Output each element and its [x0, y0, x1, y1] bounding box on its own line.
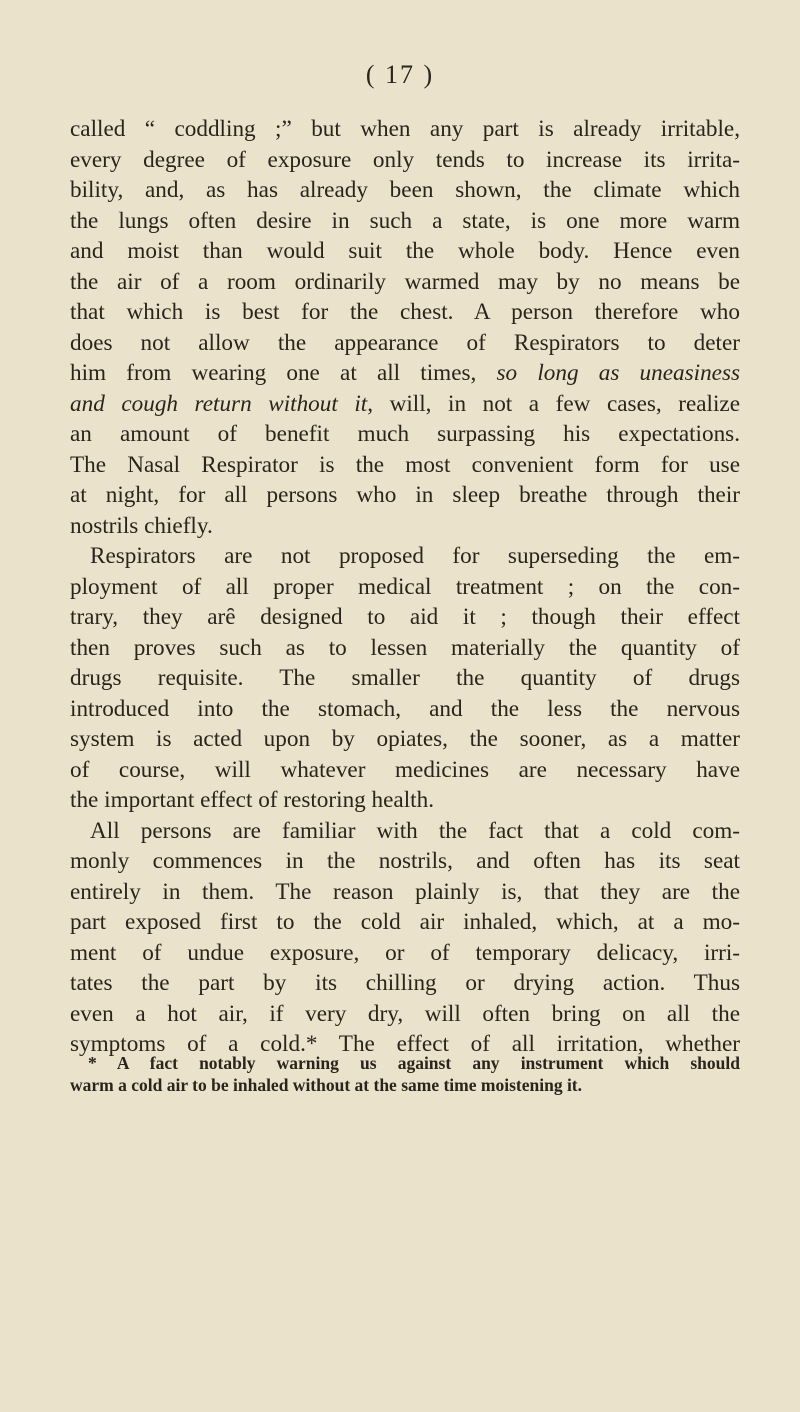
text-line: called “ coddling ;” but when any part is already irritable,	[70, 116, 740, 142]
text-line: trary, they arȇ designed to aid it ; though their effect	[70, 604, 740, 630]
text-line: Respirators are not proposed for superseding the em-	[90, 543, 740, 569]
text-line: even a hot air, if very dry, will often bring on all the	[70, 1000, 740, 1027]
text-line: an amount of benefit much surpassing his expectations.	[70, 421, 740, 447]
text-line: system is acted upon by opiates, the sooner, as a matter	[70, 726, 740, 752]
text-line: the lungs often desire in such a state, is one more warm	[70, 207, 740, 234]
text-line: entirely in them. The reason plainly is, that they are the	[70, 878, 740, 905]
footnote	[70, 1053, 740, 1096]
italic-fragment: so long as uneasiness	[496, 360, 741, 386]
text-line: part exposed first to the cold air inhaled, which, at a mo-	[70, 909, 740, 935]
footnote-line: warm a cold air to be inhaled without at the same time moistening it.	[70, 1074, 583, 1095]
text-line: All persons are familiar with the fact that a cold com-	[90, 817, 740, 844]
body-text	[70, 114, 740, 1060]
text-line: introduced into the stomach, and the less the nervous	[70, 695, 740, 722]
text-line: that which is best for the chest. A person therefore who	[70, 299, 740, 325]
text-line: the important effect of restoring health.	[70, 787, 435, 813]
footnote-line: * A fact notably warning us against any instrument which should	[88, 1053, 740, 1073]
text-fragment: , will, in not a few cases, realize	[367, 390, 741, 417]
text-line: The Nasal Respirator is the most convenient form for use	[70, 451, 740, 478]
text-line: nostrils chiefly.	[70, 512, 213, 539]
text-line	[70, 389, 740, 420]
italic-fragment: and cough return without it	[70, 390, 368, 417]
text-line: tates the part by its chilling or drying action. Thus	[70, 970, 740, 996]
text-line: does not allow the appearance of Respirators to deter	[70, 329, 740, 356]
text-line: ployment of all proper medical treatment ; on the con-	[70, 573, 740, 600]
text-line: monly commences in the nostrils, and often has its seat	[70, 848, 740, 874]
text-line: and moist than would suit the whole body. Hence even	[70, 238, 740, 264]
text-fragment: him from wearing one at all times,	[70, 360, 497, 386]
text-line: at night, for all persons who in sleep breathe through their	[70, 482, 740, 508]
text-line: ment of undue exposure, or of temporary delicacy, irri-	[70, 939, 740, 966]
text-line: of course, will whatever medicines are necessary have	[70, 756, 740, 783]
page-number: ( 17 )	[365, 60, 435, 89]
text-line: then proves such as to lessen materially the quantity of	[70, 634, 740, 661]
text-line: bility, and, as has already been shown, the climate which	[70, 177, 740, 203]
text-line: the air of a room ordinarily warmed may by no means be	[70, 268, 740, 295]
text-line: drugs requisite. The smaller the quantity of drugs	[70, 665, 740, 691]
text-line: symptoms of a cold.* The effect of all irritation, whether	[70, 1031, 740, 1057]
text-line: every degree of exposure only tends to increase its irrita-	[70, 146, 740, 173]
text-line	[70, 358, 740, 389]
